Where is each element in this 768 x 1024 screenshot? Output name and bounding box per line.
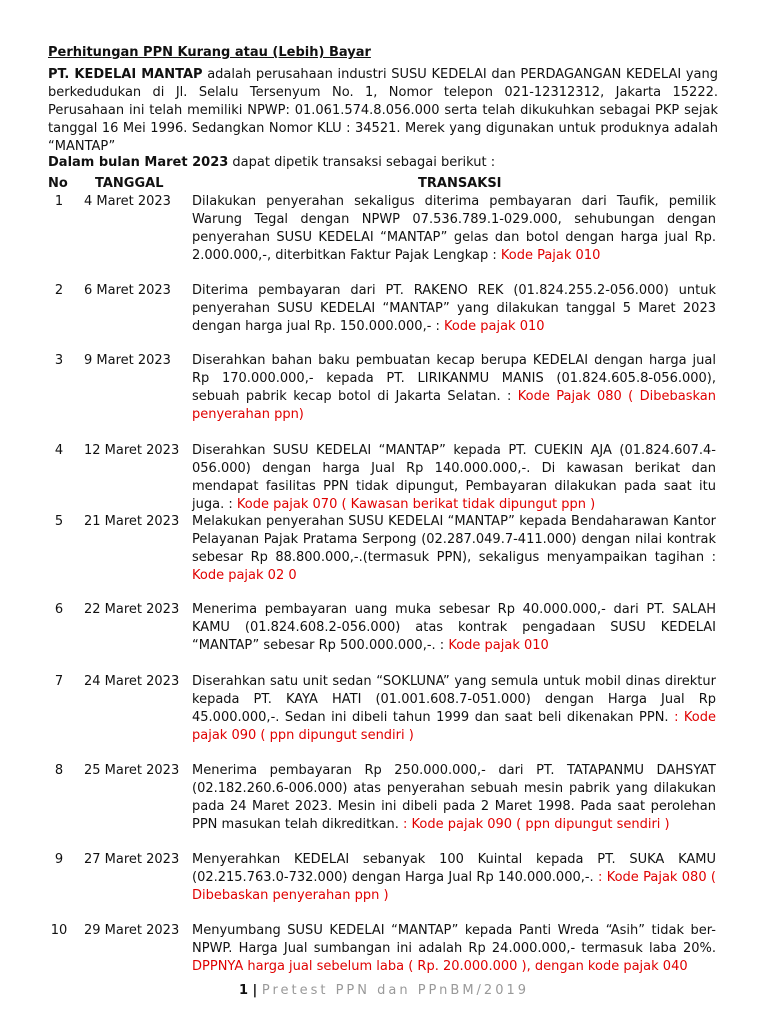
header-transaksi: TRANSAKSI <box>418 176 502 191</box>
row-no: 10 <box>50 923 68 938</box>
transaction-text: Melakukan penyerahan SUSU KEDELAI “MANTAP” kepada Bendaharawan Kantor Pelayanan Pajak Pratama Serpong (02.287.049.7-411.000) dengan nilai kontrak sebesar Rp 88.800.000,-.(termasuk PPN), sekaligus menyampaikan tagihan : <box>192 514 716 565</box>
row-transaction <box>192 193 716 265</box>
row-date: 27 Maret 2023 <box>84 852 180 867</box>
row-date: 6 Maret 2023 <box>84 283 171 298</box>
row-date: 22 Maret 2023 <box>84 602 180 617</box>
footer-separator: | <box>248 983 262 998</box>
tax-code-note: Kode pajak 010 <box>444 319 545 334</box>
row-no: 2 <box>54 283 64 298</box>
transaction-text: Diserahkan bahan baku pembuatan kecap berupa KEDELAI dengan harga jual Rp 170.000.000,- kepada PT. LIRIKANMU MANIS (01.824.605.8-056.000), sebuah pabrik kecap botol di Jakarta Selatan. : <box>192 353 716 404</box>
footer-text: Pretest PPN dan PPnBM/2019 <box>261 983 530 998</box>
transaction-text: Diserahkan SUSU KEDELAI “MANTAP” kepada PT. CUEKIN AJA (01.824.607.4-056.000) dengan harga Jual Rp 140.000.000,-. Di kawasan berikat dan mendapat fasilitas PPN tidak dipungut, Pembayaran dilakukan pada saat itu juga. : <box>192 443 716 512</box>
tax-code-note: Kode Pajak 080 ( Dibebaskan penyerahan ppn) <box>192 389 716 422</box>
row-no: 8 <box>54 763 64 778</box>
row-no: 1 <box>54 194 64 209</box>
row-date: 12 Maret 2023 <box>84 443 180 458</box>
header-no: No <box>48 176 68 191</box>
row-transaction <box>192 282 716 336</box>
row-transaction <box>192 513 716 585</box>
tax-code-note: Kode Pajak 010 <box>500 248 601 263</box>
row-no: 3 <box>54 353 64 368</box>
lead-line <box>48 154 718 172</box>
page-number: 1 <box>238 983 249 998</box>
row-transaction <box>192 601 716 655</box>
tax-code-note: Kode pajak 02 0 <box>192 568 297 583</box>
transaction-text: Menyumbang SUSU KEDELAI “MANTAP” kepada Panti Wreda “Asih” tidak ber-NPWP. Harga Jual sumbangan ini adalah Rp 24.000.000,- termasuk laba 20%. <box>192 923 716 956</box>
transaction-text: Dilakukan penyerahan sekaligus diterima pembayaran dari Taufik, pemilik Warung Tegal dengan NPWP 07.536.789.1-029.000, sehubungan dengan penyerahan SUSU KEDELAI “MANTAP” gelas dan botol dengan harga jual Rp. 2.000.000,-, diterbitkan Faktur Pajak Lengkap : <box>192 194 716 263</box>
lead-rest: dapat dipetik transaksi sebagai berikut : <box>228 155 496 170</box>
row-date: 24 Maret 2023 <box>84 674 180 689</box>
row-no: 7 <box>54 674 64 689</box>
transaction-text: Diterima pembayaran dari PT. RAKENO REK (01.824.255.2-056.000) untuk penyerahan SUSU KEDELAI “MANTAP” yang dilakukan tanggal 5 Maret 2023 dengan harga jual Rp. 150.000.000,- : <box>192 283 716 334</box>
row-date: 9 Maret 2023 <box>84 353 171 368</box>
document-title: Perhitungan PPN Kurang atau (Lebih) Bayar <box>48 45 371 60</box>
tax-code-note: : Kode Pajak 080 ( Dibebaskan penyerahan ppn ) <box>192 870 716 903</box>
tax-code-note: DPPNYA harga jual sebelum laba ( Rp. 20.000.000 ), dengan kode pajak 040 <box>192 959 688 974</box>
transaction-text: Menerima pembayaran uang muka sebesar Rp 40.000.000,- dari PT. SALAH KAMU (01.824.608.2-056.000) atas kontrak pengadaan SUSU KEDELAI “MANTAP” sebesar Rp 500.000.000,-. : <box>192 602 716 653</box>
row-transaction <box>192 442 716 514</box>
row-no: 6 <box>54 602 64 617</box>
transaction-text: Menerima pembayaran Rp 250.000.000,- dari PT. TATAPANMU DAHSYAT (02.182.260.6-006.000) atas penyerahan sebuah mesin pabrik yang dilakukan pada 24 Maret 2023. Mesin ini dibeli pada 2 Maret 1998. Pada saat perolehan PPN masukan telah dikreditkan. <box>192 763 716 832</box>
row-transaction <box>192 851 716 905</box>
row-transaction <box>192 673 716 745</box>
transaction-text: Menyerahkan KEDELAI sebanyak 100 Kuintal kepada PT. SUKA KAMU (02.215.763.0-732.000) dengan Harga Jual Rp 140.000.000,-. <box>192 852 716 885</box>
row-date: 21 Maret 2023 <box>84 514 180 529</box>
row-no: 9 <box>54 852 64 867</box>
tax-code-note: : Kode pajak 090 ( ppn dipungut sendiri ) <box>403 817 670 832</box>
row-date: 29 Maret 2023 <box>84 923 180 938</box>
row-transaction <box>192 922 716 976</box>
tax-code-note: Kode pajak 010 <box>448 638 549 653</box>
lead-bold: Dalam bulan Maret 2023 <box>48 155 229 170</box>
intro-paragraph <box>48 66 718 156</box>
row-transaction <box>192 762 716 834</box>
row-no: 4 <box>54 443 64 458</box>
company-name: PT. KEDELAI MANTAP <box>48 67 203 82</box>
tax-code-note: Kode pajak 070 ( Kawasan berikat tidak dipungut ppn ) <box>236 497 596 512</box>
page-footer <box>0 982 768 1000</box>
row-no: 5 <box>54 514 64 529</box>
intro-text: adalah perusahaan industri SUSU KEDELAI dan PERDAGANGAN KEDELAI yang berkedudukan di Jl. Selalu Tersenyum No. 1, Nomor telepon 021-12312312, Jakarta 15222. Perusahaan ini telah memiliki NPWP: 01.061.574.8.056.000 serta telah dikukuhkan sebagai PKP sejak tanggal 16 Mei 1996. Sedangkan Nomor KLU : 34521. Merek yang digunakan untuk produknya adalah “MANTAP” <box>48 67 718 154</box>
header-tanggal: TANGGAL <box>95 176 164 191</box>
transaction-text: Diserahkan satu unit sedan “SOKLUNA” yang semula untuk mobil dinas direktur kepada PT. KAYA HATI (01.001.608.7-051.000) dengan Harga Jual Rp 45.000.000,-. Sedan ini dibeli tahun 1999 dan saat beli dikenakan PPN. <box>192 674 716 725</box>
row-transaction <box>192 352 716 424</box>
tax-code-note: : Kode pajak 090 ( ppn dipungut sendiri ) <box>192 710 717 743</box>
row-date: 25 Maret 2023 <box>84 763 180 778</box>
row-date: 4 Maret 2023 <box>84 194 171 209</box>
